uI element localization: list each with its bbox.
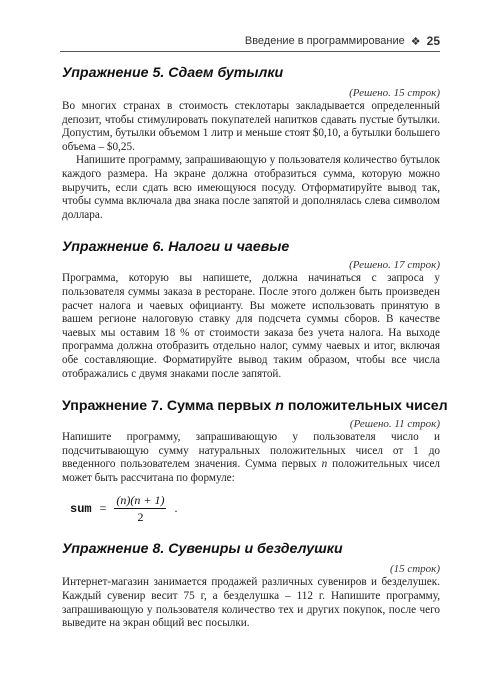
paragraph: Программа, которую вы напишете, должна начинаться с запроса у пользователя суммы заказа в ресторане. После этого должен быть произведен расчет налога и чаевых официанту. Вы можете использовать принятую в вашем регионе налоговую ставку для подсчета суммы сборов. В качестве чаевых мы оставим 18 % от стоимости заказа без учета налога. На выходе программа должна отобразить отдельно налог, сумму чаевых и итог, включая обе составляющие. Форматируйте вывод таким образом, чтобы все числа отображались с двумя знаками после запятой. [62,272,440,380]
page-number: 25 [426,34,440,48]
variable-n: n [321,458,328,471]
solution-note: (Решено. 11 строк) [349,418,440,431]
variable-n: n [275,398,284,415]
paragraph: Напишите программу, запрашивающую у пользователя количество бутылок каждого размера. На экране должна отобразиться сумма, которую можно выручить, если сдать всю имеющуюся посуду. Отформатируйте вывод так, чтобы сумма включала два знака после запятой и дополнялась слева символом доллара. [62,154,440,221]
exercise-name: Налоги и чаевые [168,239,290,256]
chapter-title: Введение в программирование [244,35,405,47]
exercise-title [62,540,440,558]
exercise-number: Упражнение 7. Сумма первых [62,398,276,415]
exercise-name: Сдаем бутылки [168,65,284,81]
paragraph: Во многих странах в стоимость стеклотары закладывается определенный депозит, чтобы стимулировать покупателей напитков сдавать пустые бутылки. Допустим, бутылки объемом 1 литр и меньше стоят $0,10, а бутылки большего объема – $0,25. [62,100,440,153]
exercise-6 [62,238,440,381]
paragraph: Напишите программу, запрашивающую у пользователя число и подсчитывающую сумму натуральных положительных чисел от 1 до введенного пользователем значения. Сумма первых n положительных чисел может быть рассчитана по формуле: [62,431,441,484]
solution-note: (15 строк) [389,563,440,576]
formula-lhs: sum [70,501,92,516]
formula-numerator: (n)(n + 1) [116,493,165,508]
exercise-title [62,64,440,82]
paragraph: Интернет-магазин занимается продажей различных сувениров и безделушек. Каждый сувенир весит 75 г, а безделушка – 112 г. Напишите программу, запрашивающую у пользователя количество тех и других покупок, после чего выведите на экран общий вес посылки. [62,576,440,630]
exercise-5 [62,64,440,222]
page-content [62,64,448,647]
formula-fraction [114,493,166,524]
exercise-8 [62,540,440,630]
exercise-number: Упражнение 8. [62,541,165,558]
exercise-number: Упражнение 6. [62,239,165,256]
solution-note: (Решено. 17 строк) [349,259,440,272]
sum-formula [70,493,440,524]
running-head [245,34,440,48]
exercise-name: положительных чисел [283,398,448,415]
formula-period: . [174,501,178,516]
exercise-title [62,238,440,256]
exercise-number: Упражнение 5. [62,65,165,81]
diamond-ornament-icon: ❖ [410,35,421,48]
formula-equals: = [99,501,107,516]
exercise-7 [62,397,448,525]
exercise-title [62,397,448,415]
solution-note: (Решено. 15 строк) [349,87,440,99]
exercise-name: Сувениры и безделушки [168,541,343,558]
header-rule [60,51,440,52]
formula-denominator: 2 [137,510,144,525]
